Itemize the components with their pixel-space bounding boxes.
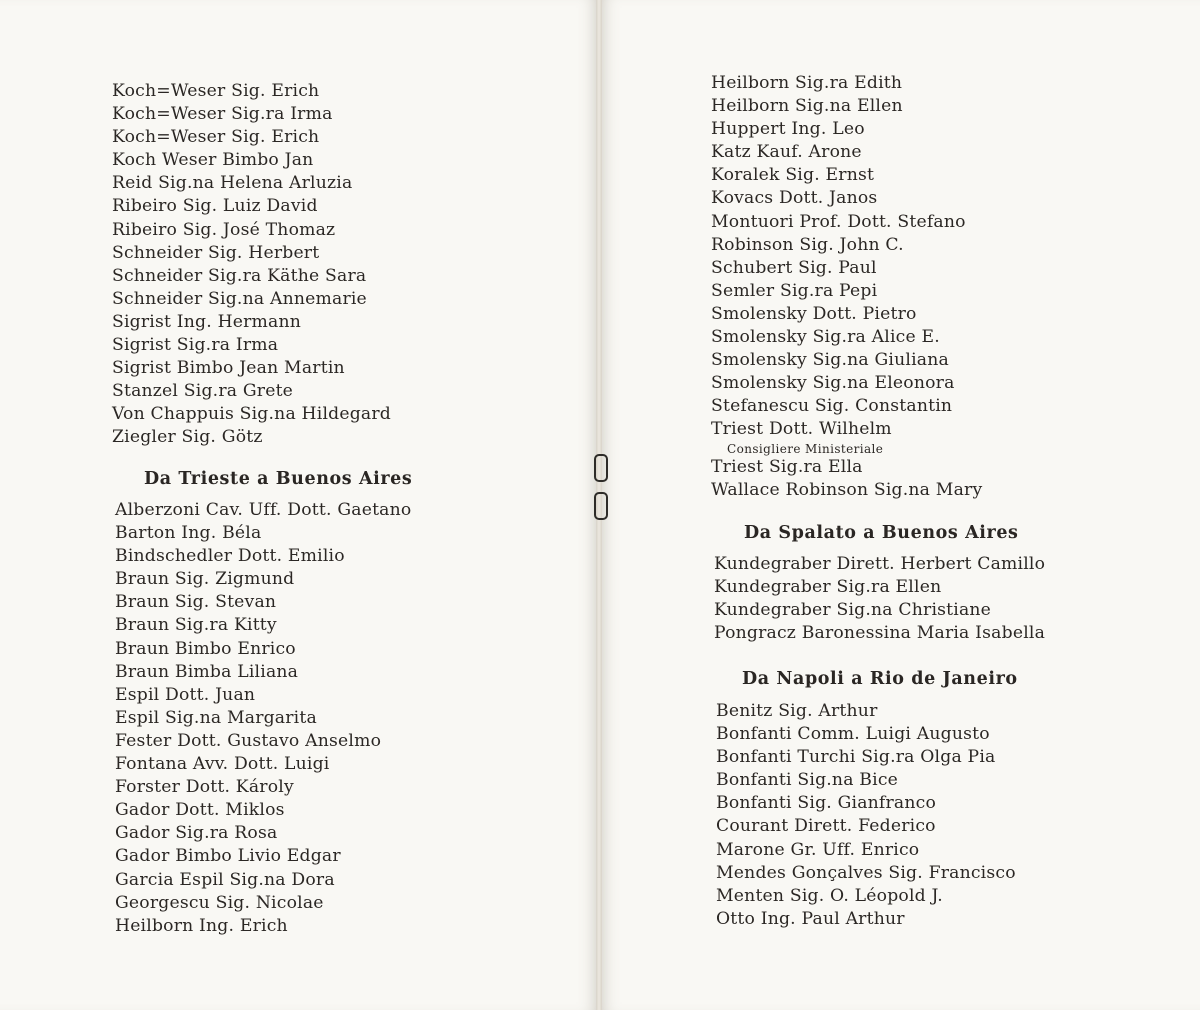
section-heading-spalato-buenos-aires: Da Spalato a Buenos Aires (744, 523, 1019, 543)
passenger-entry: Bindschedler Dott. Emilio (115, 546, 345, 567)
passenger-entry: Ribeiro Sig. José Thomaz (112, 219, 336, 240)
passenger-entry: Schneider Sig.ra Käthe Sara (112, 265, 367, 286)
passenger-entry: Benitz Sig. Arthur (716, 701, 878, 721)
passenger-entry: Ziegler Sig. Götz (112, 427, 263, 448)
passenger-entry: Sigrist Sig.ra Irma (112, 335, 279, 356)
passenger-entry: Sigrist Bimbo Jean Martin (112, 358, 345, 379)
passenger-entry: Kovacs Dott. Janos (711, 188, 878, 209)
passenger-entry: Schneider Sig. Herbert (112, 242, 320, 263)
passenger-entry: Stefanescu Sig. Constantin (711, 396, 953, 417)
passenger-entry: Fester Dott. Gustavo Anselmo (115, 730, 382, 751)
passenger-entry: Stanzel Sig.ra Grete (112, 381, 294, 402)
passenger-entry: Gador Sig.ra Rosa (115, 823, 278, 844)
binding-stitch (594, 454, 608, 482)
passenger-entry: Alberzoni Cav. Uff. Dott. Gaetano (115, 500, 412, 520)
passenger-entry: Semler Sig.ra Pepi (711, 280, 878, 301)
passenger-entry: Koralek Sig. Ernst (711, 165, 875, 186)
passenger-entry: Mendes Gonçalves Sig. Francisco (716, 862, 1016, 883)
passenger-entry: Pongracz Baronessina Maria Isabella (714, 623, 1046, 644)
passenger-entry: Von Chappuis Sig.na Hildegard (112, 404, 391, 425)
passenger-entry: Braun Sig. Stevan (115, 592, 277, 613)
passenger-entry: Braun Sig. Zigmund (115, 569, 295, 590)
passenger-entry: Huppert Ing. Leo (711, 119, 865, 140)
passenger-entry: Fontana Avv. Dott. Luigi (115, 754, 330, 775)
passenger-entry: Gador Dott. Miklos (115, 800, 285, 821)
passenger-list-left-bottom (115, 499, 411, 938)
passenger-note: Consigliere Ministeriale (727, 441, 884, 456)
passenger-entry: Courant Dirett. Federico (716, 816, 936, 837)
passenger-entry: Garcia Espil Sig.na Dora (115, 869, 335, 890)
passenger-entry: Bonfanti Comm. Luigi Augusto (716, 724, 990, 745)
passenger-entry: Wallace Robinson Sig.na Mary (711, 479, 983, 500)
passenger-list-right-top (711, 72, 982, 502)
passenger-entry: Koch=Weser Sig. Erich (112, 81, 320, 101)
passenger-entry: Smolensky Sig.na Giuliana (711, 350, 949, 371)
passenger-entry: Heilborn Sig.na Ellen (711, 96, 903, 117)
passenger-entry: Robinson Sig. John C. (711, 234, 904, 255)
passenger-entry: Kundegraber Sig.na Christiane (714, 600, 992, 621)
passenger-entry: Barton Ing. Béla (115, 523, 262, 544)
passenger-entry: Koch=Weser Sig.ra Irma (112, 104, 333, 125)
passenger-entry: Triest Dott. Wilhelm (711, 419, 892, 440)
passenger-entry: Sigrist Ing. Hermann (112, 311, 302, 332)
passenger-entry: Gador Bimbo Livio Edgar (115, 846, 341, 867)
passenger-entry: Koch=Weser Sig. Erich (112, 127, 320, 148)
passenger-entry: Kundegraber Sig.ra Ellen (714, 577, 942, 598)
passenger-entry: Triest Sig.ra Ella (711, 456, 863, 477)
section-heading-trieste-buenos-aires: Da Trieste a Buenos Aires (144, 469, 413, 489)
passenger-entry: Espil Dott. Juan (115, 684, 256, 705)
passenger-entry: Schneider Sig.na Annemarie (112, 288, 367, 309)
passenger-entry: Forster Dott. Károly (115, 777, 294, 798)
passenger-entry: Montuori Prof. Dott. Stefano (711, 211, 966, 232)
passenger-entry: Bonfanti Turchi Sig.ra Olga Pia (716, 747, 996, 768)
passenger-entry: Schubert Sig. Paul (711, 257, 877, 278)
passenger-entry: Kundegraber Dirett. Herbert Camillo (714, 554, 1046, 574)
passenger-entry: Heilborn Ing. Erich (115, 915, 288, 936)
passenger-entry: Otto Ing. Paul Arthur (716, 908, 905, 929)
passenger-entry: Georgescu Sig. Nicolae (115, 892, 324, 913)
section-heading-napoli-rio-de-janeiro: Da Napoli a Rio de Janeiro (742, 669, 1018, 689)
passenger-list-right-middle (714, 553, 1045, 645)
passenger-entry: Braun Sig.ra Kitty (115, 615, 277, 636)
passenger-entry: Braun Bimba Liliana (115, 661, 299, 682)
passenger-entry: Braun Bimbo Enrico (115, 638, 296, 659)
passenger-entry: Smolensky Sig.na Eleonora (711, 373, 955, 394)
passenger-entry: Smolensky Sig.ra Alice E. (711, 327, 940, 348)
passenger-entry: Bonfanti Sig.na Bice (716, 770, 899, 791)
passenger-entry: Reid Sig.na Helena Arluzia (112, 173, 353, 194)
passenger-entry: Katz Kauf. Arone (711, 142, 862, 163)
passenger-entry: Bonfanti Sig. Gianfranco (716, 793, 937, 814)
passenger-entry: Espil Sig.na Margarita (115, 707, 317, 728)
passenger-entry: Heilborn Sig.ra Edith (711, 73, 903, 93)
passenger-entry: Smolensky Dott. Pietro (711, 303, 917, 324)
binding-stitch (594, 492, 608, 520)
passenger-list-right-bottom (716, 700, 1016, 931)
passenger-entry: Koch Weser Bimbo Jan (112, 150, 314, 171)
passenger-entry: Menten Sig. O. Léopold J. (716, 885, 943, 906)
passenger-entry: Ribeiro Sig. Luiz David (112, 196, 318, 217)
passenger-entry: Marone Gr. Uff. Enrico (716, 839, 920, 860)
passenger-list-left-top (112, 80, 391, 450)
